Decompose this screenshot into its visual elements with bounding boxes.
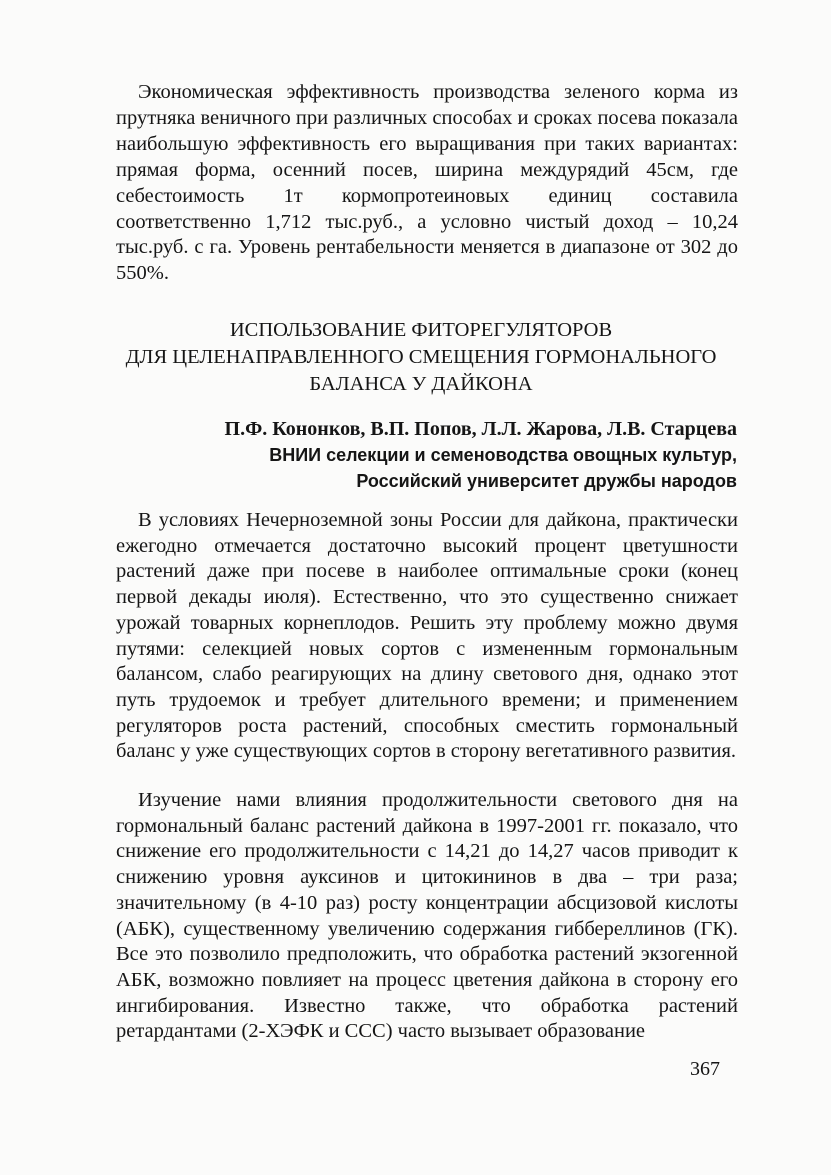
intro-paragraph: Экономическая эффективность производства зеленого корма из прутняка веничного при различных способах и сроках посева показала наибольшую эффективность его выращивания при таких вариантах: прямая форма, осенний посев, ширина междурядий 45см, где себестоимость 1т кормопротеиновых единиц составила соответственно 1,712 тыс.руб., а условно чистый доход – 10,24 тыс.руб. с га. Уровень рентабельности меняется в диапазоне от 302 до 550%.: [116, 81, 738, 285]
page-number: 367: [690, 1058, 720, 1080]
article-title-line: БАЛАНСА У ДАЙКОНА: [309, 373, 533, 395]
affiliation-1: ВНИИ селекции и семеноводства овощных культур,: [269, 445, 737, 465]
body-paragraph-1: В условиях Нечерноземной зоны России для дайкона, практически ежегодно отмечается достаточно высокий процент цветушности растений даже при посеве в наиболее оптимальные сроки (конец первой декады июля). Естественно, что это существенно снижает урожай товарных корнеплодов. Решить эту проблему можно двумя путями: селекцией новых сортов с измененным гормональным балансом, слабо реагирующих на длину светового дня, однако этот путь трудоемок и требует длительного времени; и применением регуляторов роста растений, способных сместить гормональный баланс у уже существующих сортов в сторону вегетативного развития.: [116, 509, 738, 763]
author-names: П.Ф. Кононков, В.П. Попов, Л.Л. Жарова, Л.В. Старцева: [224, 418, 737, 440]
article-title-line: ДЛЯ ЦЕЛЕНАПРАВЛЕННОГО СМЕЩЕНИЯ ГОРМОНАЛЬНОГО: [125, 346, 717, 368]
author-block: [77, 416, 737, 494]
body-paragraph-2: Изучение нами влияния продолжительности светового дня на гормональный баланс растений дайкона в 1997-2001 гг. показало, что снижение его продолжительности с 14,21 до 14,27 часов приводит к снижению уровня ауксинов и цитокининов в два – три раза; значительному (в 4-10 раз) росту концентрации абсцизовой кислоты (АБК), существенному увеличению содержания гиббереллинов (ГК). Все это позволило предположить, что обработка растений экзогенной АБК, возможно повлияет на процесс цветения дайкона в сторону его ингибирования. Известно также, что обработка растений ретардантами (2-ХЭФК и ССС) часто вызывает образование: [116, 789, 738, 1043]
article-title: [80, 317, 762, 398]
article-title-line: ИСПОЛЬЗОВАНИЕ ФИТОРЕГУЛЯТОРОВ: [229, 319, 613, 341]
affiliation-2: Российский университет дружбы народов: [356, 471, 737, 491]
